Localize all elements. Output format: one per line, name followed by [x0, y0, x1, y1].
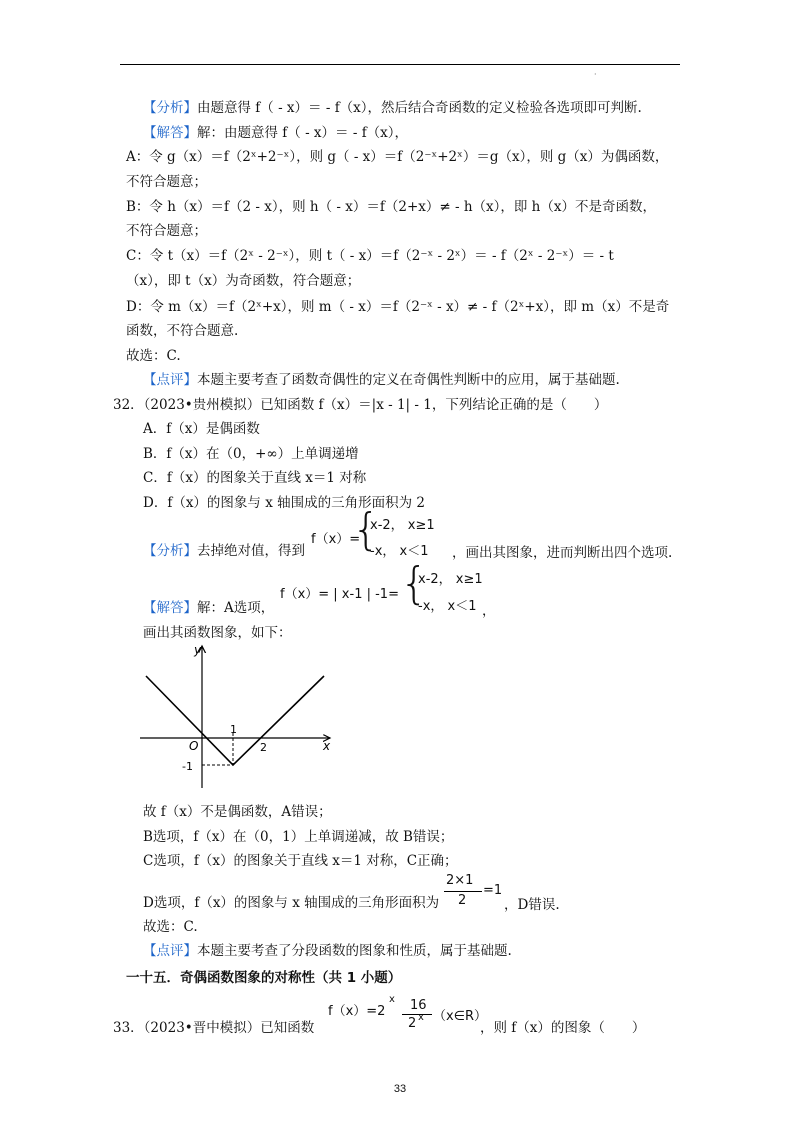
conclusion-d-tail: ，D错误.: [504, 897, 560, 913]
section-tag: 【分析】: [143, 543, 197, 559]
option-c: C．f（x）的图象关于直线 x＝1 对称: [143, 470, 367, 486]
option-a: A．f（x）是偶函数: [143, 421, 260, 437]
conclusion-a: 故 f（x）不是偶函数，A错误；: [143, 804, 332, 820]
solution-32-tail: ，: [482, 603, 496, 619]
q33-num: 16: [410, 998, 427, 1013]
answer-32: 故选：C.: [143, 919, 198, 935]
abs-case1: x-2， x≥1: [418, 572, 483, 587]
tick-2: 2: [260, 741, 267, 754]
analysis-32-tail: ，画出其图象，进而判断出四个选项.: [452, 545, 673, 561]
header-dot: ·: [594, 70, 597, 79]
section-tag: 【解答】: [143, 125, 197, 141]
piecewise-case1: x-2， x≥1: [370, 518, 435, 533]
frac-num: 2×1: [446, 873, 474, 888]
tick-1: 1: [230, 723, 237, 736]
solution-31-c-cont: （x），即 t（x）为奇函数，符合题意；: [126, 273, 361, 289]
q33-lhs: f（x）=2: [328, 1004, 386, 1019]
option-b: B．f（x）在（0，+∞）上单调递增: [143, 446, 359, 462]
page-number: 33: [393, 1083, 407, 1095]
solution-31-d-cont: 函数，不符合题意.: [126, 323, 239, 339]
solution-32-a: 【解答】解：A选项，: [143, 600, 275, 616]
piecewise-case2: -x， x＜1: [370, 544, 429, 559]
answer-31: 故选：C.: [126, 348, 181, 364]
comment-32: 【点评】本题主要考查了分段函数的图象和性质，属于基础题.: [143, 943, 512, 959]
solution-31-d: D：令 m（x）＝f（2ˣ+x），则 m（ - x）＝f（2⁻ˣ - x）≠ - f（2ˣ+x），即 m（x）不是奇: [126, 299, 670, 315]
section-tag: 【分析】: [143, 100, 197, 116]
solution-31-c: C：令 t（x）＝f（2ˣ - 2⁻ˣ），则 t（ - x）＝f（2⁻ˣ - 2ˣ）＝ - f（2ˣ - 2⁻ˣ）＝ - t: [126, 248, 614, 264]
solution-31-start: 【解答】解：由题意得 f（ - x）＝ - f（x），: [143, 125, 409, 141]
tick-neg1: -1: [182, 760, 193, 773]
analysis-32: 【分析】去掉绝对值，得到: [143, 543, 305, 559]
header-rule: [120, 64, 680, 65]
conclusion-c: C选项，f（x）的图象关于直线 x＝1 对称，C正确；: [143, 853, 458, 869]
conclusion-d: D选项，f（x）的图象与 x 轴围成的三角形面积为: [143, 895, 440, 911]
draw-intro: 画出其函数图象，如下：: [143, 625, 292, 641]
analysis-31: 【分析】由题意得 f（ - x）＝ - f（x），然后结合奇函数的定义检验各选项即可判断.: [143, 100, 642, 116]
section-heading: 一十五．奇偶函数图象的对称性（共 1 小题）: [126, 970, 402, 986]
q33-den-exp: x: [418, 1012, 424, 1023]
piecewise-lhs: f（x）=: [311, 532, 361, 547]
origin-label: O: [189, 739, 199, 753]
frac-eq: =1: [483, 883, 503, 898]
graph-line: [146, 676, 324, 765]
solution-31-a-cont: 不符合题意；: [126, 174, 207, 190]
question-33-tail: ，则 f（x）的图象（ ）: [480, 1020, 646, 1036]
question-33: 33．（2023•晋中模拟）已知函数: [113, 1020, 315, 1036]
option-d: D．f（x）的图象与 x 轴围成的三角形面积为 2: [143, 495, 426, 511]
y-label: y: [194, 643, 202, 657]
section-tag: 【点评】: [143, 372, 197, 388]
brace-2: {: [400, 558, 428, 609]
abs-formula: f（x）= | x-1 | -1=: [280, 587, 399, 602]
solution-31-a: A：令 g（x）＝f（2ˣ+2⁻ˣ），则 g（ - x）＝f（2⁻ˣ+2ˣ）＝g（x），则 g（x）为偶函数，: [126, 149, 669, 165]
comment-31: 【点评】本题主要考查了函数奇偶性的定义在奇偶性判断中的应用，属于基础题.: [143, 372, 620, 388]
abs-case2: -x， x＜1: [418, 599, 477, 614]
question-32: 32．（2023•贵州模拟）已知函数 f（x）＝|x - 1| - 1，下列结论正确的是（ ）: [113, 397, 608, 413]
q33-frac-bar: [402, 1014, 432, 1015]
section-tag: 【点评】: [143, 943, 197, 959]
q33-tail: （x∈R）: [433, 1009, 488, 1024]
solution-31-b: B：令 h（x）＝f（2 - x），则 h（ - x）＝f（2+x）≠ - h（x），即 h（x）不是奇函数，: [126, 199, 656, 215]
x-label: x: [323, 739, 331, 753]
section-tag: 【解答】: [143, 600, 197, 616]
q33-exp: x: [389, 994, 395, 1005]
solution-31-b-cont: 不符合题意；: [126, 223, 207, 239]
q33-den: 2: [408, 1016, 417, 1031]
frac-den: 2: [458, 893, 467, 908]
function-graph: [138, 640, 338, 790]
brace: {: [352, 504, 380, 555]
frac-bar: [444, 891, 482, 892]
conclusion-b: B选项，f（x）在（0，1）上单调递减，故 B错误；: [143, 829, 454, 845]
